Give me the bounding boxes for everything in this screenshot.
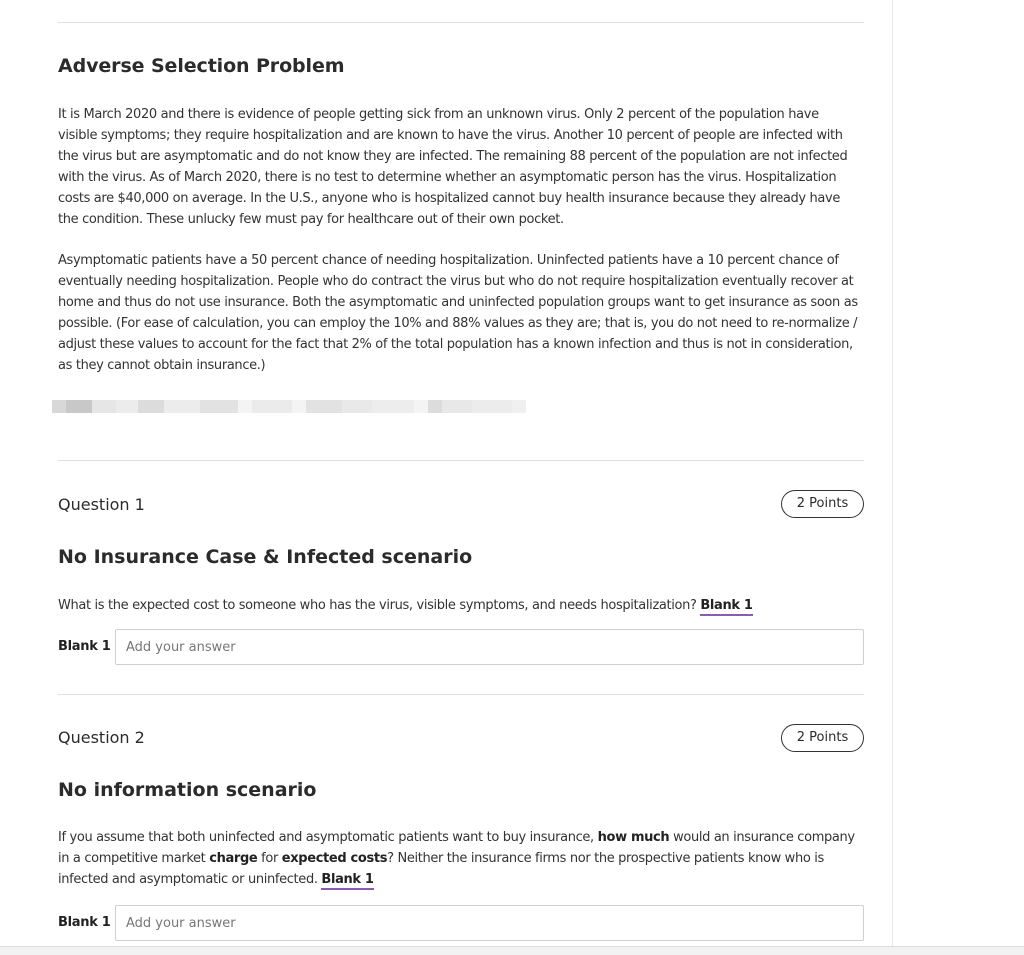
question-2-emphasis-expected-costs: expected costs (281, 851, 388, 866)
question-2-text-part: would an insurance company in a competitive market (58, 830, 855, 866)
question-1-points-badge: 2 Points (781, 490, 864, 518)
question-1-number: Question 1 (58, 495, 145, 514)
question-2-answer-input[interactable] (115, 905, 864, 941)
question-2-title: No information scenario (58, 779, 317, 801)
redacted-text (52, 400, 587, 413)
question-2-emphasis-charge: charge (209, 851, 258, 866)
question-1-answer-label: Blank 1 (58, 639, 111, 654)
intro-paragraph-1: It is March 2020 and there is evidence of people getting sick from an unknown virus. Only 2 percent of the population have visible symptoms; they require hospitalization and are known to have the virus. Another 10 percent of people are infected with the virus but are asymptomatic and do not know they are infected. The remaining 88 percent of the population are not infected with the virus. As of March 2020, there is no test to determine whether an asymptomatic person has the virus. Hospitalization costs are $40,000 on average. In the U.S., anyone who is hospitalized cannot buy health insurance because they already have the condition. These unlucky few must pay for healthcare out of their own pocket. (58, 107, 848, 227)
intro-paragraph-2: Asymptomatic patients have a 50 percent chance of needing hospitalization. Uninfected patients have a 10 percent chance of eventually needing hospitalization. People who do contract the virus but who do not require hospitalization eventually recover at home and thus do not use insurance. Both the asymptomatic and uninfected population groups want to get insurance as soon as possible. (For ease of calculation, you can employ the 10% and 88% values as they are; that is, you do not need to re-normalize / adjust these values to account for the fact that 2% of the total population has a known infection and thus is not in consideration, as they cannot obtain insurance.) (58, 253, 858, 373)
question-2-emphasis-how-much: how much (597, 830, 670, 845)
question-2-blank-ref[interactable]: Blank 1 (321, 872, 373, 890)
top-divider (58, 22, 864, 23)
question-1-answer-row (58, 629, 864, 665)
question-2-text-part: for (257, 851, 282, 866)
question-2-divider (58, 694, 864, 695)
question-2-text-part: ? Neither the insurance firms nor the prospective patients know who is infected and asymptomatic or uninfected. (58, 851, 824, 887)
question-2-points-badge: 2 Points (781, 724, 864, 752)
bottom-scrollbar-track[interactable] (0, 946, 1024, 955)
question-1-prompt: What is the expected cost to someone who has the virus, visible symptoms, and needs hospitalization? (58, 598, 701, 613)
question-1-answer-input[interactable] (115, 629, 864, 665)
question-1-text (58, 595, 864, 616)
question-2-text-part: If you assume that both uninfected and asymptomatic patients want to buy insurance, (58, 830, 598, 845)
section-title: Adverse Selection Problem (58, 55, 345, 77)
question-2-answer-row (58, 905, 864, 941)
question-2-text (58, 827, 864, 890)
question-2-number: Question 2 (58, 728, 145, 747)
question-1-title: No Insurance Case & Infected scenario (58, 546, 473, 568)
question-1-blank-ref[interactable]: Blank 1 (700, 598, 752, 616)
side-panel (892, 0, 1024, 946)
question-2-answer-label: Blank 1 (58, 915, 111, 930)
question-1-divider (58, 460, 864, 461)
